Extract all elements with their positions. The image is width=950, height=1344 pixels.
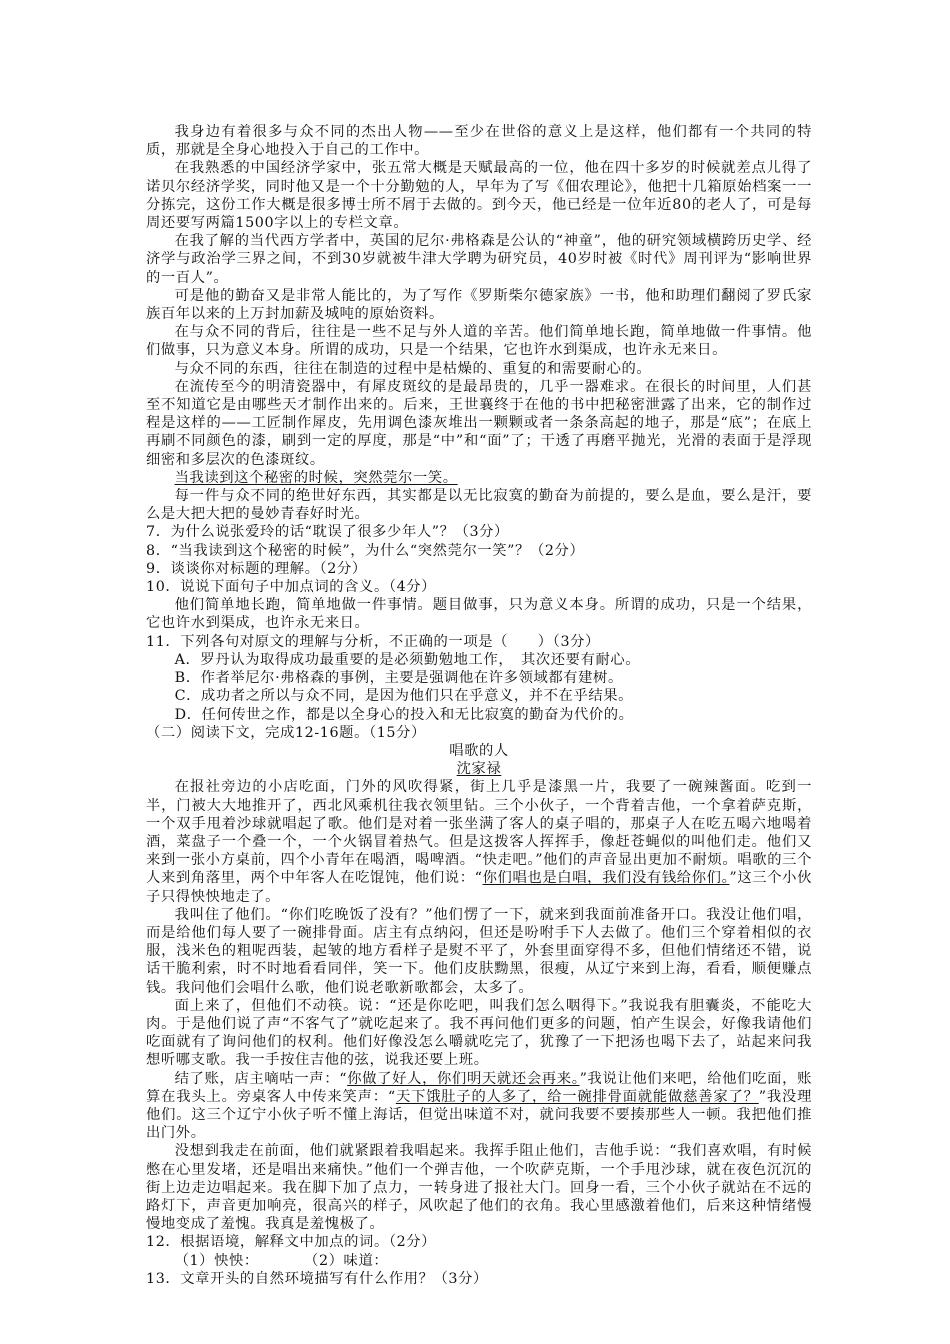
passage2-paragraph-1 [146, 778, 812, 905]
passage2-text: 在报社旁边的小店吃面，门外的风吹得紧，街上几乎是漆黑一片，我要了一碗辣酱面。吃到一半，门被大大地推开了，西北风乘机往我衣领里钻。三个小伙子，一个背着吉他，一个拿着萨克斯，一个双手甩着沙球就唱起了歌。他们是对着一张坐满了客人的桌子唱的，那桌子人在吃五喝六地喝着酒，菜盘子一个叠一个，一个火锅冒着热气。但是这拨客人挥挥手，像赶苍蝇似的叫他们走。他们又来到一张小方桌前，四个小青年在喝酒，喝啤酒。“快走吧。”他们的声音显出更加不耐烦。唱歌的三个人来到角落里，两个中年客人在吃馄饨，他们说：“ [146, 779, 812, 887]
passage2-text: ”我说让他们来吧，给他们吃面，账算在我头上。旁桌客人中传来笑声：“ [146, 1070, 812, 1105]
passage1-paragraph-6: 与众不同的东西，往往在制造的过程中是枯燥的、重复的和需要耐心的。 [174, 360, 652, 377]
passage1-paragraph-8 [146, 469, 812, 487]
passage2-paragraph-5: 没想到我走在前面，他们就紧跟着我唱起来。我挥手阻止他们，吉他手说：“我们喜欢唱，有时候憋在心里发堵，还是唱出来痛快。”他们一个弹吉他，一个吹萨克斯，一个手甩沙球，就在夜色沉沉的街上边走边唱起来。我在脚下加了点力，一转身进了报社大门。回身一看，三个小伙子就站在不远的路灯下，声音更加响亮，很高兴的样子，风吹起了他们的衣角。我心里感激着他们，后来这种情绪慢慢地变成了羞愧。我真是羞愧极了。 [146, 1143, 812, 1233]
author-name: 沈家禄 [456, 761, 502, 778]
passage1-paragraph-4: 可是他的勤奋又是非常人能比的，为了写作《罗斯柴尔德家族》一书，他和助理们翻阅了罗氏家族百年以来的上万封加薪及城吨的原始资料。 [146, 287, 812, 323]
passage2-paragraph-2: 我叫住了他们。“你们吃晚饭了没有？”他们愣了一下，就来到我面前准备开口。我没让他们唱，而是给他们每人要了一碗排骨面。店主有点纳闷，但还是吩咐手下人去做了。他们三个穿着相似的衣服，浅米色的粗呢西装，起皱的地方看样子是熨不平了，外套里面穿得不多，但他们情绪还不错，说话干脆利索，时不时地看看同伴，笑一下。他们皮肤黝黑，很瘦，从辽宁来到上海，看看，顺便赚点钱。我问他们会唱什么歌，他们说老歌新歌都会，太多了。 [146, 906, 812, 996]
passage1-paragraph-3: 在我了解的当代西方学者中，英国的尼尔·弗格森是公认的“神童”，他的研究领域横跨历史学、经济学与政治学三界之间，不到30岁就被牛津大学聘为研究员，40岁时被《时代》周刊评为“影响世界的一百人”。 [146, 233, 812, 286]
passage1-paragraph-2: 在我熟悉的中国经济学家中，张五常大概是天赋最高的一位，他在四十多岁的时候就差点儿得了诺贝尔经济学奖，同时他又是一个十分勤勉的人，早年为了写《佃农理论》，他把十几箱原始档案一一分拣完，这份工作大概是很多博士所不屑于去做的。到今天，他已经是一位年近80的老人了，可是每周还要写两篇1500字以上的专栏文章。 [146, 160, 812, 232]
question-10: 10．说说下面句子中加点词的含义。（4分） [146, 579, 437, 596]
question-12-items: （1）怏怏： （2）味道： [174, 1252, 389, 1269]
passage2-paragraph-3: 面上来了，但他们不动筷。说：“还是你吃吧，叫我们怎么咽得下。”我说我有胆囊炎，不能吃大肉。于是他们说了声“不客气了”就吃起来了。我不再问他们更多的问题，怕产生误会，好像我请他们吃面就有了询问他们的权利。他们好像没怎么嚼就吃完了，犹豫了一下把汤也喝下去了，站起来问我想听哪支歌。我一手按住吉他的弦，说我还要上班。 [146, 997, 812, 1069]
passage1-paragraph-7: 在流传至今的明清瓷器中，有犀皮斑纹的是最昂贵的，几乎一器难求。在很长的时间里，人们甚至不知道它是由哪些天才制作出来的。后来，王世襄终于在他的书中把秘密泄露了出来，它的制作过程是这样的——工匠制作犀皮，先用调色漆灰堆出一颗颗或者一条条高起的地子，那是“底”；在底上再刷不同颜色的漆，刷到一定的厚度，那是“中”和“面”了；干透了再磨平抛光，光滑的表面于是浮现细密和多层次的色漆斑纹。 [146, 378, 812, 468]
question-12: 12．根据语境，解释文中加点的词。（2分） [146, 1234, 437, 1251]
question-13: 13．文章开头的自然环境描写有什么作用？（3分） [146, 1270, 488, 1287]
passage2-title: 唱歌的人 [449, 742, 509, 759]
passage1-paragraph-9: 每一件与众不同的绝世好东西，其实都是以无比寂寞的勤奋为前提的，要么是血，要么是汗，要么是大把大把的曼妙青春好时光。 [146, 488, 812, 523]
passage1-paragraph-5: 在与众不同的背后，往往是一些不足与外人道的辛苦。他们简单地长跑，简单地做一件事情。他们做事，只为意义本身。所谓的成功，只是一个结果，它也许水到渠成，也许永无来日。 [146, 324, 812, 359]
passage2-paragraph-4 [146, 1070, 812, 1143]
passage2-text: ”我没理他们。这三个辽宁小伙子听不懂上海话，但觉出味道不对，就问我要不要揍那些人一顿。我把他们推出门外。 [146, 1088, 812, 1142]
document-page [146, 123, 812, 1288]
passage2-text: 结了账，店主嘀咕一声：“ [174, 1070, 348, 1087]
question-11-option-c: C．成功者之所以与众不同，是因为他们只在乎意义，并不在乎结果。 [174, 688, 634, 705]
passage2-text: ”这三个小伙子只得怏怏地走了。 [146, 870, 812, 905]
passage2-author [146, 760, 812, 778]
question-11: 11．下列各句对原文的理解与分析，不正确的一项是（ ）（3分） [146, 633, 600, 650]
underlined-sentence: 天下饿肚子的人多了，给一碗排骨面就能做慈善家了？ [395, 1088, 759, 1105]
question-11-option-b: B．作者举尼尔·弗格森的事例，主要是强调他在许多领域都有建树。 [174, 670, 623, 687]
section-2-heading: （二）阅读下文，完成12-16题。（15分） [146, 724, 426, 741]
underlined-sentence: 当我读到这个秘密的时候，突然莞尔一笑。 [174, 469, 458, 486]
question-10-quote: 他们简单地长跑，简单地做一件事情。题目做事，只为意义本身。所谓的成功，只是一个结果，它也许水到渠成，也许永无来日。 [146, 597, 812, 632]
underlined-sentence: 你们唱也是白唱，我们没有钱给你们。 [482, 870, 730, 887]
question-11-option-a: A．罗丹认为取得成功最重要的是必须勤勉地工作， 其次还要有耐心。 [174, 651, 641, 668]
question-11-option-d: D．任何传世之作，都是以全身心的投入和无比寂寞的勤奋为代价的。 [174, 706, 634, 723]
question-7: 7．为什么说张爱玲的话“耽误了很多少年人”？（3分） [146, 524, 509, 541]
underlined-sentence: 你做了好人，你们明天就还会再来。 [347, 1070, 580, 1087]
question-8: 8．“当我读到这个秘密的时候”，为什么“突然莞尔一笑”？（2分） [146, 542, 585, 559]
question-9: 9．谈谈你对标题的理解。（2分） [146, 560, 367, 577]
passage1-paragraph-1: 我身边有着很多与众不同的杰出人物——至少在世俗的意义上是这样，他们都有一个共同的特质，那就是全身心地投入于自己的工作中。 [146, 124, 812, 159]
